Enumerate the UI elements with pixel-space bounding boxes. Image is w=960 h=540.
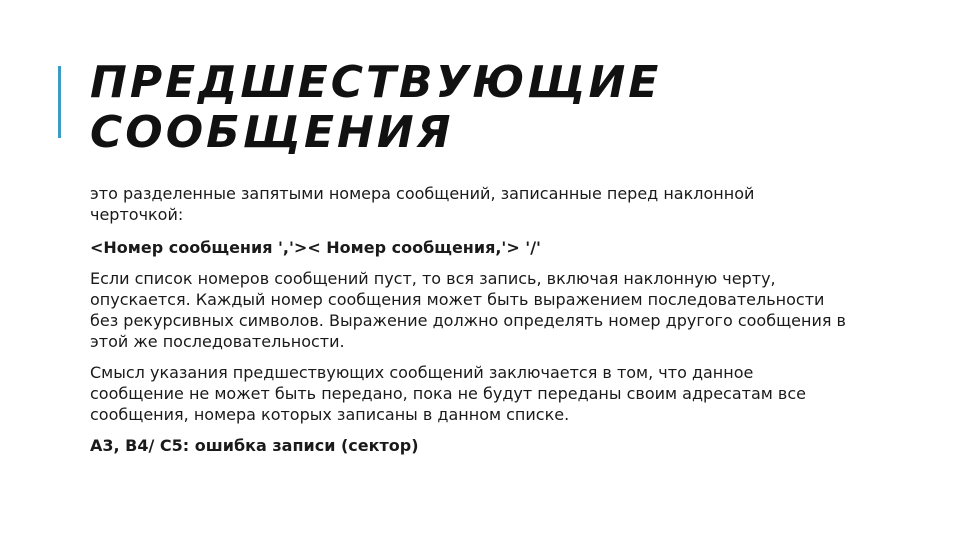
- example-paragraph: А3, В4/ С5: ошибка записи (сектор): [90, 436, 419, 455]
- meaning-paragraph: Смысл указания предшествующих сообщений заключается в том, что данное сообщение не может быть передано, пока не будут переданы своим адресатам все сообщения, номера которых записаны в данном списке.: [90, 363, 806, 424]
- title-accent-bar: [58, 66, 61, 138]
- slide-body: [90, 183, 850, 466]
- slide-title-line-2: СООБЩЕНИЯ: [90, 107, 454, 158]
- slide-title: [90, 58, 910, 158]
- syntax-paragraph: <Номер сообщения ','>< Номер сообщения,'> '/': [90, 238, 541, 257]
- empty-list-paragraph: Если список номеров сообщений пуст, то вся запись, включая наклонную черту, опускается. Каждый номер сообщения может быть выражением последовательности без рекурсивных символов. Выражение должно определять номер другого сообщения в этой же последовательности.: [90, 269, 846, 351]
- definition-paragraph: это разделенные запятыми номера сообщений, записанные перед наклонной черточкой:: [90, 184, 755, 224]
- slide-title-line-1: ПРЕДШЕСТВУЮЩИЕ: [90, 57, 662, 108]
